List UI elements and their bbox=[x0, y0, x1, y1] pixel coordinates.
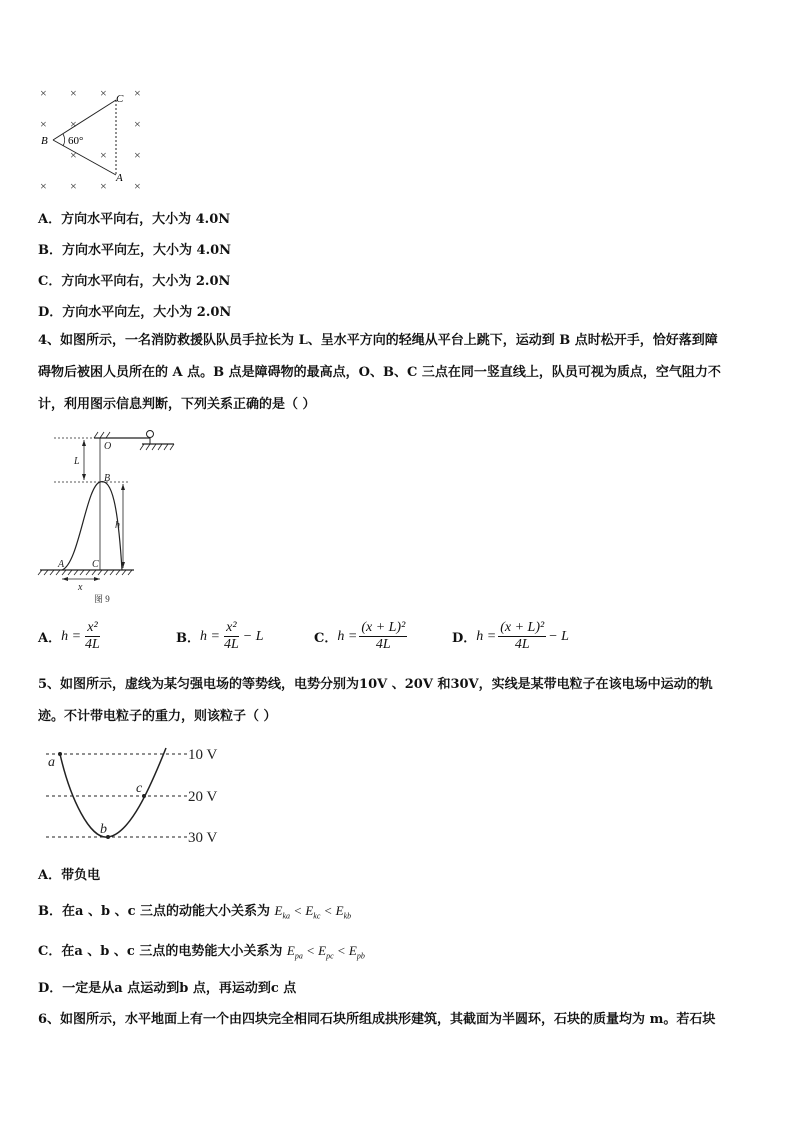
option-letter: D． bbox=[38, 981, 63, 996]
field-cross: × bbox=[134, 148, 141, 162]
field-cross: × bbox=[134, 117, 141, 131]
q5-option-d[interactable] bbox=[38, 977, 296, 996]
q3-option-a[interactable] bbox=[38, 208, 230, 227]
label-C: C bbox=[116, 93, 124, 105]
label-A: A bbox=[116, 172, 123, 184]
rescue-jump-figure bbox=[34, 426, 184, 606]
question-4-stem bbox=[38, 325, 768, 421]
q4-line-2: 碍物后被困人员所在的 A 点。B 点是障碍物的最高点，O、B、C 三点在同一竖直线上，队员可视为质点，空气阻力不 bbox=[38, 365, 721, 380]
option-letter: B． bbox=[38, 904, 62, 919]
field-cross: × bbox=[100, 148, 107, 162]
option-letter: B． bbox=[176, 631, 200, 646]
label-x: x bbox=[78, 582, 83, 593]
denominator: 4L bbox=[375, 637, 391, 652]
label-10v: 10 V bbox=[188, 747, 218, 763]
q6-line-1: 6、如图所示，水平地面上有一个由四块完全相同石块所组成拱形建筑，其截面为半圆环，石块的质量均为 m。若石块 bbox=[38, 1012, 716, 1027]
q4-option-c[interactable] bbox=[314, 620, 409, 653]
option-letter: A． bbox=[38, 631, 62, 646]
field-cross: × bbox=[100, 179, 107, 193]
label-O: O bbox=[104, 441, 112, 452]
option-lhs: h = bbox=[476, 628, 497, 644]
question-6-stem bbox=[38, 1004, 768, 1036]
equipotential-figure bbox=[40, 738, 240, 850]
label-C: C bbox=[92, 559, 99, 570]
label-B: B bbox=[104, 473, 111, 484]
numerator: (x + L)² bbox=[500, 620, 545, 635]
option-lhs: h = bbox=[200, 628, 220, 644]
option-tail: − L bbox=[242, 628, 264, 644]
label-a: a bbox=[48, 755, 55, 770]
option-letter: C． bbox=[38, 944, 62, 959]
option-letter: C． bbox=[38, 274, 62, 289]
q5-line-1: 5、如图所示，虚线为某匀强电场的等势线，电势分别为10V 、20V 和30V，实线是某带电粒子在该电场中运动的轨 bbox=[38, 677, 713, 692]
q5-option-a[interactable] bbox=[38, 864, 100, 883]
fraction bbox=[359, 620, 407, 653]
option-lhs: h = bbox=[337, 628, 358, 644]
q4-line-1: 4、如图所示，一名消防救援队队员手拉长为 L、呈水平方向的轻绳从平台上跳下，运动到 B 点时松开手，恰好落到障 bbox=[38, 333, 718, 348]
option-lhs: h = bbox=[61, 628, 82, 644]
figure-caption: 图 9 bbox=[94, 594, 110, 604]
q4-option-b[interactable] bbox=[176, 620, 263, 653]
q4-option-a[interactable] bbox=[38, 620, 104, 653]
field-cross: × bbox=[134, 86, 141, 100]
option-tail: − L bbox=[548, 628, 569, 644]
fraction bbox=[498, 620, 546, 653]
angle-arc bbox=[63, 134, 65, 146]
field-cross: × bbox=[70, 179, 77, 193]
wire-bc bbox=[53, 100, 116, 140]
q3-option-b[interactable] bbox=[38, 239, 231, 258]
label-B: B bbox=[41, 135, 48, 147]
denominator: 4L bbox=[223, 637, 239, 652]
option-text: 方向水平向左，大小为 2.0N bbox=[62, 305, 232, 320]
label-30v: 30 V bbox=[188, 830, 218, 846]
option-text: 一定是从a 点运动到b 点，再运动到c 点 bbox=[62, 981, 297, 996]
option-letter: A． bbox=[38, 212, 62, 227]
label-h: h bbox=[115, 520, 120, 531]
denominator: 4L bbox=[514, 637, 530, 652]
option-letter: C． bbox=[314, 631, 338, 646]
option-text: 带负电 bbox=[61, 868, 101, 883]
option-text: 方向水平向左，大小为 4.0N bbox=[62, 243, 232, 258]
q3-option-c[interactable] bbox=[38, 270, 230, 289]
q4-option-d[interactable] bbox=[452, 620, 569, 653]
obstacle-curve bbox=[62, 482, 122, 570]
numerator: x² bbox=[87, 620, 98, 635]
option-letter: D． bbox=[452, 631, 477, 646]
magnetic-field-figure bbox=[30, 80, 160, 195]
q5-option-b[interactable] bbox=[38, 900, 351, 921]
q4-line-3: 计，利用图示信息判断，下列关系正确的是（ ） bbox=[38, 397, 316, 412]
question-5-stem bbox=[38, 669, 768, 733]
potential-energy-formula: $E_{pa} < E_{pc} < E_{pb}$ bbox=[286, 943, 365, 961]
label-b: b bbox=[100, 822, 107, 837]
label-c: c bbox=[136, 781, 143, 796]
field-cross: × bbox=[100, 86, 107, 100]
kinetic-energy-formula: $E_{ka} < E_{kc} < E_{kb}$ bbox=[274, 903, 352, 921]
field-cross: × bbox=[70, 117, 77, 131]
label-A: A bbox=[58, 559, 65, 570]
field-cross: × bbox=[40, 86, 47, 100]
label-20v: 20 V bbox=[188, 789, 218, 805]
option-text: 在a 、b 、c 三点的动能大小关系为 bbox=[62, 904, 271, 919]
field-cross: × bbox=[40, 117, 47, 131]
fraction bbox=[222, 620, 241, 653]
option-letter: D． bbox=[38, 305, 63, 320]
field-cross: × bbox=[40, 179, 47, 193]
option-text: 在a 、b 、c 三点的电势能大小关系为 bbox=[61, 944, 283, 959]
option-letter: A． bbox=[38, 868, 62, 883]
particle-trajectory bbox=[60, 748, 166, 837]
option-text: 方向水平向右，大小为 4.0N bbox=[61, 212, 231, 227]
option-text: 方向水平向右，大小为 2.0N bbox=[61, 274, 231, 289]
field-cross: × bbox=[134, 179, 141, 193]
q5-line-2: 迹。不计带电粒子的重力，则该粒子（ ） bbox=[38, 709, 277, 724]
denominator: 4L bbox=[85, 637, 100, 652]
q3-option-d[interactable] bbox=[38, 301, 231, 320]
numerator: x² bbox=[226, 620, 237, 635]
option-letter: B． bbox=[38, 243, 62, 258]
field-cross: × bbox=[70, 86, 77, 100]
fraction bbox=[83, 620, 102, 653]
numerator: (x + L)² bbox=[361, 620, 406, 635]
q5-option-c[interactable] bbox=[38, 940, 365, 961]
label-angle: 60° bbox=[68, 135, 84, 147]
field-cross: × bbox=[70, 148, 77, 162]
label-L: L bbox=[74, 456, 80, 467]
